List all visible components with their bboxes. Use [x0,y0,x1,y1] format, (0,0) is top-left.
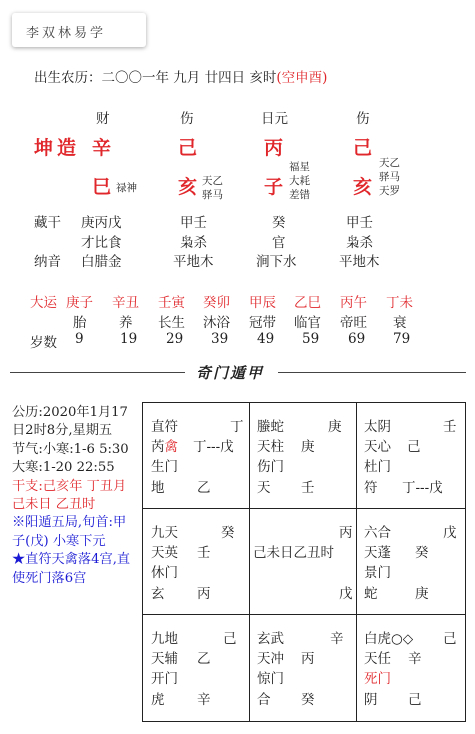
palace-8-door: 开门 [151,671,178,687]
palace-7-deity: 蛇 [364,586,378,602]
dayun-2: 辛丑 [112,295,139,311]
jieqi-text: 节气:小寒:1-6 5:30 大寒:1-20 22:55 [12,441,129,476]
palace-7-star: 天蓬 [364,545,391,561]
shensha-year-1: 禄神 [116,182,137,194]
palace-1 [250,615,357,721]
canggan-hour: 甲壬 [346,215,373,231]
palace-6-god: 白虎○◇ [364,631,414,647]
dayun-1: 庚子 [66,295,93,311]
gan-day: 丙 [264,137,290,159]
palace-2-heaven-stem: 壬 [443,419,457,435]
changsheng-3: 长生 [158,315,185,331]
shensha-day-2: 大耗 [289,175,310,187]
center-top-stem: 丙 [339,525,353,541]
shishen-day: 日元 [261,111,288,127]
palace-4-god: 直符 [151,419,178,435]
cangganshen-year: 才比食 [81,235,122,251]
palace-6-door: 死门 [364,671,391,687]
ju-text: ※阳遁五局,旬首:甲子(戊) 小寒下元 [12,515,127,549]
shensha-month-2: 驿马 [202,189,223,201]
palace-9-door: 伤门 [257,459,284,475]
palace-9-star-stem: 庚 [301,439,315,455]
palace-7-star-stem: 癸 [415,545,429,561]
palace-1-god: 玄武 [257,631,284,647]
changsheng-8: 衰 [393,315,407,331]
palace-3-god: 九天 [151,525,178,541]
palace-8-star-stem: 乙 [197,651,211,667]
palace-9-god: 螣蛇 [257,419,284,435]
changsheng-7: 帝旺 [340,315,367,331]
palace-8-deity: 虎 [151,692,165,708]
palace-3 [143,509,250,615]
brand-card [12,13,146,47]
palace-3-door: 休门 [151,565,178,581]
palace-2-star: 天心 [364,439,391,455]
palace-2-god: 太阴 [364,419,391,435]
changsheng-6: 临官 [294,315,321,331]
dayun-6: 乙巳 [294,295,321,311]
dayun-7: 丙午 [340,295,367,311]
changsheng-4: 沐浴 [203,315,230,331]
palace-8-god: 九地 [151,631,178,647]
palace-6 [357,615,464,721]
palace-4-deity: 地 [151,480,165,496]
dayun-4: 癸卯 [203,295,230,311]
palace-9-earth-stem: 壬 [301,480,315,496]
palace-1-earth-stem: 癸 [301,692,315,708]
palace-7-earth-stem: 庚 [415,586,429,602]
palace-4 [143,403,250,509]
palace-2-star-stem: 己 [407,439,421,455]
canggan-day: 癸 [272,215,286,231]
dayun-5: 甲辰 [249,295,276,311]
age-4: 39 [211,331,229,347]
nayin-year: 白腊金 [81,254,122,270]
zhifu-text: ★直符天禽落4宫,直使死门落6宫 [12,552,131,586]
palace-4-qin: 禽 [164,439,178,455]
age-2: 19 [120,331,138,347]
palace-2 [357,403,464,509]
shensha-hour-3: 天罗 [379,185,400,197]
age-8: 79 [393,331,411,347]
cangganshen-hour: 枭杀 [346,235,373,251]
canggan-month: 甲壬 [180,215,207,231]
birth-line [34,66,327,86]
palace-7-door: 景门 [364,565,391,581]
zhi-hour: 亥 [353,176,373,198]
age-label: 岁数 [30,335,57,351]
nayin-day: 涧下水 [256,254,297,270]
birth-date: 二〇〇一年 九月 廿四日 亥时 [101,70,277,86]
kongwang: (空申酉) [276,70,328,86]
palace-1-star-stem: 丙 [301,651,315,667]
palace-3-deity: 玄 [151,586,165,602]
dayun-label: 大运 [30,295,57,311]
age-6: 59 [302,331,320,347]
palace-8-star: 天辅 [151,651,178,667]
palace-1-heaven-stem: 辛 [330,631,344,647]
qimen-grid [142,402,466,722]
palace-6-heaven-stem: 己 [443,631,457,647]
palace-9-heaven-stem: 庚 [328,419,342,435]
cangganshen-day: 官 [272,235,286,251]
palace-2-deity: 符 [364,480,378,496]
palace-3-star-stem: 壬 [197,545,211,561]
palace-3-earth-stem: 丙 [197,586,211,602]
dayun-3: 壬寅 [158,295,185,311]
canggan-label: 藏干 [34,215,61,231]
palace-6-star-stem: 辛 [408,651,422,667]
palace-1-star: 天冲 [257,651,284,667]
ganzhi-text: 干支:己亥年 丁丑月 己未日 乙丑时 [12,478,127,513]
palace-4-star: 芮禽 [151,439,178,455]
age-1: 9 [75,331,84,347]
palace-9-star: 天柱 [257,439,284,455]
age-5: 49 [257,331,275,347]
info-panel [12,404,138,588]
palace-4-heaven-stem: 丁 [230,419,244,435]
divider-line-left [10,372,185,373]
shensha-day-1: 福星 [289,161,310,173]
changsheng-5: 冠带 [249,315,276,331]
shensha-hour-1: 天乙 [379,157,400,169]
shensha-day-3: 差错 [289,189,310,201]
zhi-day: 子 [264,176,284,198]
nayin-month: 平地木 [173,254,214,270]
changsheng-2: 养 [119,315,133,331]
nayin-label: 纳音 [34,254,61,270]
brand-title: 李双林易学 [26,26,107,41]
zhi-month: 亥 [178,176,198,198]
gan-year: 辛 [92,137,118,159]
gan-month: 己 [178,137,204,159]
dayun-8: 丁未 [386,295,413,311]
canggan-year: 庚丙戊 [81,215,122,231]
gongli-text: 公历:2020年1月17日2时8分,星期五 [12,405,128,439]
palace-3-heaven-stem: 癸 [221,525,235,541]
cangganshen-month: 枭杀 [180,235,207,251]
palace-6-star: 天任 [364,651,391,667]
palace-7 [357,509,464,615]
section-title: 奇门遁甲 [196,364,265,382]
shensha-month-1: 天乙 [202,175,223,187]
palace-8-earth-stem: 辛 [197,692,211,708]
age-3: 29 [166,331,184,347]
shishen-year: 财 [96,111,110,127]
shishen-hour: 伤 [356,111,370,127]
center-bottom-stem: 戊 [339,586,353,602]
shensha-hour-2: 驿马 [379,171,400,183]
palace-8-heaven-stem: 己 [223,631,237,647]
palace-4-door: 生门 [151,459,178,475]
kunzao-label: 坤造 [34,137,81,159]
palace-4-star-stem: 丁---戊 [193,439,234,455]
palace-6-earth-stem: 己 [408,692,422,708]
palace-7-heaven-stem: 戊 [443,525,457,541]
palace-9-deity: 天 [257,480,271,496]
palace-2-door: 杜门 [364,459,391,475]
palace-3-star: 天英 [151,545,178,561]
palace-4-earth-stem: 乙 [197,480,211,496]
palace-1-door: 惊门 [257,671,284,687]
gan-hour: 己 [353,137,379,159]
palace-2-earth-stem: 丁---戊 [402,480,443,496]
palace-9 [250,403,357,509]
shishen-month: 伤 [180,111,194,127]
changsheng-1: 胎 [73,315,87,331]
palace-1-deity: 合 [257,692,271,708]
center-time: 己未日乙丑时 [253,545,334,561]
nayin-hour: 平地木 [339,254,380,270]
palace-5-center [250,509,357,615]
palace-6-deity: 阴 [364,692,378,708]
palace-7-god: 六合 [364,525,391,541]
palace-8 [143,615,250,721]
birth-label: 出生农历： [34,70,102,86]
age-7: 69 [348,331,366,347]
zhi-year: 巳 [92,176,112,198]
divider-line-right [278,372,466,373]
